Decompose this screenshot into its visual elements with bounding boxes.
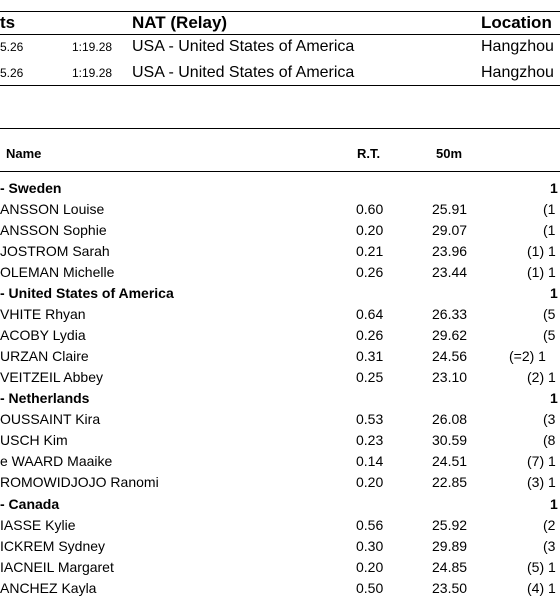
swimmer-rt: 0.25 [356, 369, 384, 385]
swimmer-rt: 0.31 [356, 348, 384, 364]
swimmer-split: 26.33 [432, 306, 468, 322]
team-name: - United States of America [0, 285, 174, 301]
swimmer-rt: 0.53 [356, 411, 384, 427]
swimmer-split: 30.59 [432, 432, 468, 448]
team-total: 1 [550, 285, 558, 301]
swimmer-rt: 0.26 [356, 327, 384, 343]
swimmer-name: e WAARD Maaike [0, 453, 113, 469]
swimmer-rt: 0.20 [356, 559, 384, 575]
swimmer-name: IASSE Kylie [0, 517, 76, 533]
swimmer-rank: (3) 1 [527, 474, 556, 490]
swimmer-name: ANCHEZ Kayla [0, 580, 97, 596]
swimmer-rt: 0.14 [356, 453, 384, 469]
swimmer-split: 29.89 [432, 538, 468, 554]
swimmer-split: 25.91 [432, 201, 468, 217]
swimmer-name: ICKREM Sydney [0, 538, 106, 554]
swimmer-rank: (5 [543, 306, 556, 322]
swimmer-name: JOSTROM Sarah [0, 243, 110, 259]
swimmer-name: IACNEIL Margaret [0, 559, 114, 575]
swimmer-split: 24.56 [432, 348, 468, 364]
record-location: Hangzhou [481, 38, 554, 55]
swimmer-rt: 0.20 [356, 474, 384, 490]
swimmer-split: 29.62 [432, 327, 468, 343]
records-col-results: ts [0, 13, 16, 32]
swimmer-rank: (1 [543, 222, 556, 238]
swimmer-name: OUSSAINT Kira [0, 411, 101, 427]
results-top-rule [0, 128, 560, 129]
record-location: Hangzhou [481, 64, 554, 81]
swimmer-name: VEITZEIL Abbey [0, 369, 103, 385]
team-total: 1 [550, 180, 558, 196]
swimmer-rt: 0.30 [356, 538, 384, 554]
swimmer-name: URZAN Claire [0, 348, 89, 364]
swimmer-split: 25.92 [432, 517, 468, 533]
record-nat: USA - United States of America [132, 64, 355, 81]
swimmer-rt: 0.23 [356, 432, 384, 448]
record-split: 5.26 [0, 66, 24, 80]
results-col-name: Name [6, 146, 42, 161]
swimmer-rt: 0.60 [356, 201, 384, 217]
swimmer-rank: (1) 1 [527, 243, 556, 259]
record-split: 5.26 [0, 40, 24, 54]
team-total: 1 [550, 390, 558, 406]
swimmer-rt: 0.21 [356, 243, 384, 259]
results-header-rule [0, 171, 560, 172]
swimmer-rt: 0.20 [356, 222, 384, 238]
team-name: - Canada [0, 496, 60, 512]
swimmer-name: OLEMAN Michelle [0, 264, 115, 280]
swimmer-rank: (=2) 1 [509, 348, 546, 364]
swimmer-name: ROMOWIDJOJO Ranomi [0, 474, 159, 490]
swimmer-name: USCH Kim [0, 432, 68, 448]
swimmer-split: 23.50 [432, 580, 468, 596]
swimmer-rt: 0.64 [356, 306, 384, 322]
swimmer-rank: (3 [543, 538, 556, 554]
swimmer-rank: (5) 1 [527, 559, 556, 575]
results-col-rt: R.T. [357, 146, 381, 161]
records-top-rule [0, 11, 560, 12]
swimmer-rank: (2 [543, 517, 556, 533]
records-header-rule [0, 34, 560, 35]
records-bottom-rule [0, 85, 560, 86]
team-name: - Sweden [0, 180, 62, 196]
record-nat: USA - United States of America [132, 38, 355, 55]
swimmer-split: 24.85 [432, 559, 468, 575]
swimmer-split: 23.10 [432, 369, 468, 385]
swimmer-split: 29.07 [432, 222, 468, 238]
swimmer-rank: (1 [543, 201, 556, 217]
team-name: - Netherlands [0, 390, 90, 406]
swimmer-rank: (1) 1 [527, 264, 556, 280]
swimmer-split: 24.51 [432, 453, 468, 469]
swimmer-rank: (8 [543, 432, 556, 448]
swimmer-name: ANSSON Louise [0, 201, 105, 217]
records-col-nat: NAT (Relay) [132, 13, 228, 32]
swimmer-rt: 0.56 [356, 517, 384, 533]
record-time: 1:19.28 [72, 40, 113, 54]
swimmer-rank: (2) 1 [527, 369, 556, 385]
swimmer-rt: 0.26 [356, 264, 384, 280]
swimmer-rank: (4) 1 [527, 580, 556, 596]
team-total: 1 [550, 496, 558, 512]
swimmer-name: ACOBY Lydia [0, 327, 86, 343]
swimmer-name: VHITE Rhyan [0, 306, 86, 322]
swimmer-split: 26.08 [432, 411, 468, 427]
swimmer-split: 23.96 [432, 243, 468, 259]
swimmer-rank: (7) 1 [527, 453, 556, 469]
record-time: 1:19.28 [72, 66, 113, 80]
swimmer-rank: (5 [543, 327, 556, 343]
records-col-location: Location [481, 13, 552, 32]
swimmer-rt: 0.50 [356, 580, 384, 596]
swimmer-name: ANSSON Sophie [0, 222, 107, 238]
results-col-50m: 50m [436, 146, 463, 161]
swimmer-split: 22.85 [432, 474, 468, 490]
swimmer-split: 23.44 [432, 264, 468, 280]
swimmer-rank: (3 [543, 411, 556, 427]
